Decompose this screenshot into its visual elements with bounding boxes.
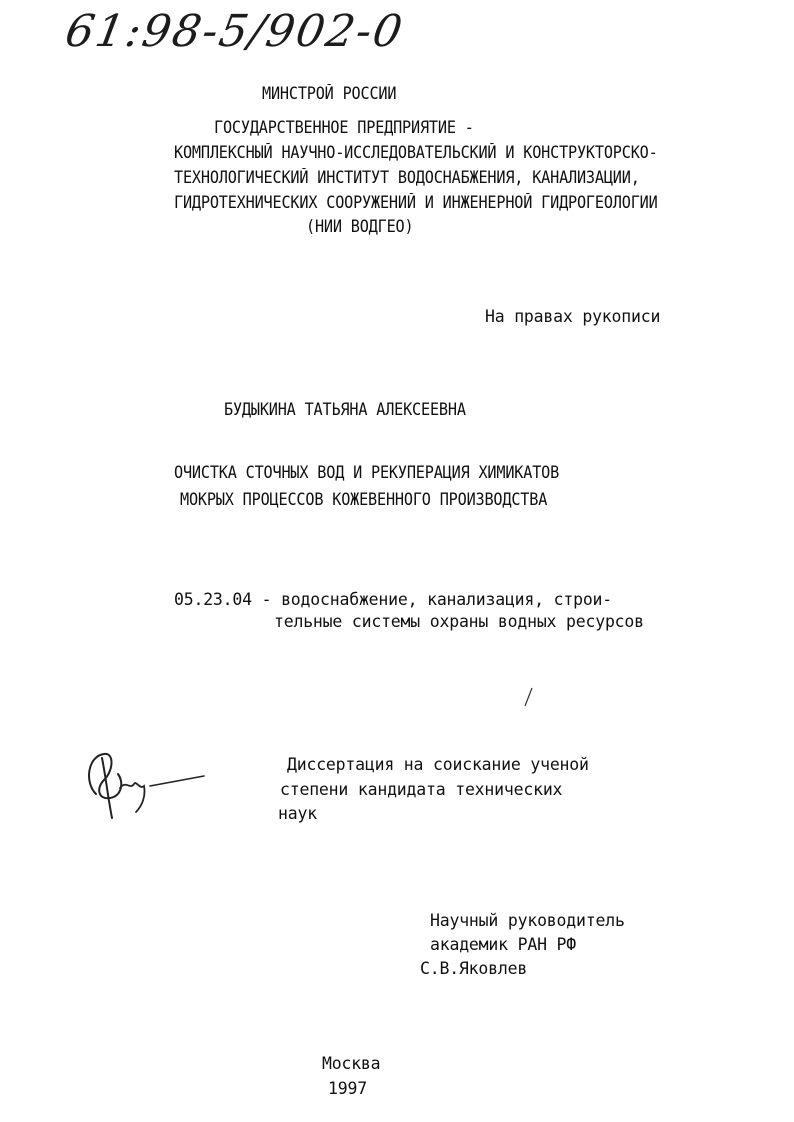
ministry-header: МИНСТРОЙ РОССИИ	[262, 84, 397, 103]
year: 1997	[328, 1079, 367, 1098]
title-line: ОЧИСТКА СТОЧНЫХ ВОД И РЕКУПЕРАЦИЯ ХИМИКАТОВ	[174, 463, 560, 482]
organization-line: ТЕХНОЛОГИЧЕСКИЙ ИНСТИТУТ ВОДОСНАБЖЕНИЯ, КАНАЛИЗАЦИИ,	[174, 168, 640, 187]
specialty-line: тельные системы охраны водных ресурсов	[274, 612, 644, 631]
organization-abbreviation: (НИИ ВОДГЕО)	[306, 217, 414, 236]
organization-line: КОМПЛЕКСНЫЙ НАУЧНО-ИССЛЕДОВАТЕЛЬСКИЙ И КОНСТРУКТОРСКО-	[174, 143, 658, 162]
manuscript-note: На правах рукописи	[485, 307, 661, 326]
supervisor-line: С.В.Яковлев	[420, 959, 528, 978]
degree-line: степени кандидата технических	[280, 780, 563, 799]
supervisor-line: Научный руководитель	[430, 911, 625, 930]
organization-line: ГИДРОТЕХНИЧЕСКИХ СООРУЖЕНИЙ И ИНЖЕНЕРНОЙ ГИДРОГЕОЛОГИИ	[174, 193, 658, 212]
degree-line: Диссертация на соискание ученой	[287, 755, 589, 774]
title-line: МОКРЫХ ПРОЦЕССОВ КОЖЕВЕННОГО ПРОИЗВОДСТВА	[180, 490, 548, 509]
degree-line: наук	[278, 804, 317, 823]
specialty-line: 05.23.04 - водоснабжение, канализация, строи-	[174, 590, 613, 609]
archive-number: 61:98-5/902-0	[61, 6, 408, 57]
organization-line: ГОСУДАРСТВЕННОЕ ПРЕДПРИЯТИЕ -	[214, 118, 474, 137]
city: Москва	[322, 1054, 381, 1073]
supervisor-line: академик РАН РФ	[430, 935, 577, 954]
pen-mark	[520, 686, 536, 710]
signature-image	[78, 742, 218, 826]
author-name: БУДЫКИНА ТАТЬЯНА АЛЕКСЕЕВНА	[224, 400, 466, 419]
